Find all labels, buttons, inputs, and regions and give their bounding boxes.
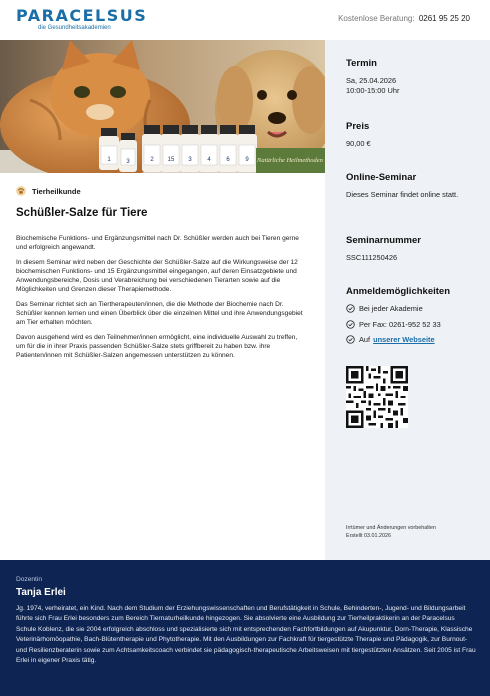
description-text bbox=[16, 234, 306, 361]
instructor-label: Dozentin bbox=[16, 576, 43, 583]
online-text: Dieses Seminar findet online statt. bbox=[346, 190, 459, 199]
registration-option-text: Per Fax: 0261-952 52 33 bbox=[359, 319, 441, 329]
termin-block bbox=[346, 58, 481, 95]
check-circle-icon bbox=[346, 320, 355, 329]
contact-label: Kostenlose Beratung: bbox=[338, 14, 415, 23]
registration-option bbox=[346, 335, 481, 345]
bottle-label: 3 bbox=[126, 159, 130, 165]
bottle-label: 6 bbox=[226, 157, 230, 163]
qr-code[interactable] bbox=[346, 366, 408, 428]
registration-option-text: Auf bbox=[359, 335, 371, 344]
termin-heading: Termin bbox=[346, 58, 377, 69]
paragraph: Das Seminar richtet sich an Tiertherapeuten/innen, die die Methode der Biochemie nach Dr. Schüßler kennen lernen und einen Überblick über die einzelnen Mittel und ihre Anwendungsgebiet am Tier erhalten möchten. bbox=[16, 300, 303, 327]
bottle-label: 1 bbox=[107, 157, 111, 163]
check-circle-icon bbox=[346, 304, 355, 313]
bottle-label: 15 bbox=[167, 157, 175, 163]
instructor-bio: Jg. 1974, verheiratet, ein Kind. Nach dem Studium der Erziehungswissenschaften und Berufstätigkeit in Schule, Behinderten-, Jugend- und Bildungsarbeit führte sich Frau Erlei besonders zum Bereich Tiernaturheilkunde hingezogen. Sie absolvierte eine Ausbildung zur Tierheilpraktikerin an der Paracelsus Schule Koblenz, die sie 2004 erfolgreich abschloss und spezialisierte sich mit entsprechenden Fachfortbildungen auf Akupunktur, Dorn-Therapie, Klassische Veterinärhomöopathie, Bach-Blütentherapie und Phytotherapie. Mit den Ausbildungen zur Fachkraft für tiergestützte Therapie und Pädagogik, zur Burnout- und Resilienzberaterin sowie zum Achtsamkeitscoach verbindet sie pädagogisch-therapeutische Arbeitsweisen mit tiergestützten Ansätzen. Seit 2005 ist Frau Erlei in eigener Praxis tätig. bbox=[16, 605, 476, 665]
contact-info bbox=[338, 14, 470, 24]
paragraph: Biochemische Funktions- und Ergänzungsmittel nach Dr. Schüßler werden auch bei Tieren gerne und erfolgreich angewandt. bbox=[16, 235, 299, 252]
disclaimer bbox=[346, 525, 436, 540]
termin-time: 10:00-15:00 Uhr bbox=[346, 85, 400, 95]
seminar-number: SSC111250426 bbox=[346, 253, 398, 262]
registration-options bbox=[346, 304, 481, 345]
seminar-description bbox=[16, 186, 306, 366]
page-header bbox=[0, 0, 490, 40]
registration-option bbox=[346, 304, 481, 314]
bottle-label: 4 bbox=[207, 157, 211, 163]
hero-image bbox=[0, 40, 325, 173]
paragraph: Davon ausgehend wird es den Teilnehmer/innen ermöglicht, eine individuelle Auswahl zu treffen, um für die in ihrer Praxis passenden Schüßler-Salze stets griffbereit zu haben bzw. ihre Patienten/innen mit Schüßler-Salzen angemessen unterstützen zu können. bbox=[16, 333, 298, 360]
check-circle-icon bbox=[346, 335, 355, 344]
online-heading: Online-Seminar bbox=[346, 172, 417, 183]
contact-phone[interactable]: 0261 95 25 20 bbox=[418, 14, 470, 23]
pet-paw-icon bbox=[16, 186, 26, 196]
preis-value: 90,00 € bbox=[346, 139, 371, 148]
instructor-name: Tanja Erlei bbox=[16, 587, 66, 598]
logo-wordmark: PARACELSUS bbox=[16, 6, 148, 25]
category-label: Tierheilkunde bbox=[32, 186, 81, 196]
registration-heading: Anmeldemöglichkeiten bbox=[346, 286, 450, 297]
bottle-label: 3 bbox=[188, 157, 192, 163]
category-row bbox=[16, 186, 306, 196]
created-date: Erstellt 03.01.2026 bbox=[346, 532, 391, 539]
logo-tagline: die Gesundheitsakademien bbox=[38, 25, 111, 31]
seminar-number-heading: Seminarnummer bbox=[346, 235, 421, 246]
details-sidebar bbox=[325, 40, 490, 560]
termin-date: Sa, 25.04.2026 bbox=[346, 76, 397, 85]
preis-block bbox=[346, 121, 481, 149]
seminar-number-block bbox=[346, 235, 481, 263]
disclaimer-line: Irrtümer und Änderungen vorbehalten bbox=[346, 525, 436, 531]
termin-value bbox=[346, 76, 481, 95]
registration-block bbox=[346, 286, 481, 351]
instructor-section bbox=[0, 560, 490, 696]
cat-and-dog-with-remedy-bottles-photo bbox=[0, 40, 325, 173]
paracelsus-logo[interactable] bbox=[16, 8, 147, 32]
paragraph: In diesem Seminar wird neben der Geschichte der Schüßler-Salze auf die Wirkungsweise der 12 biochemischen Funktions- und 15 Ergänzungsmittel eingegangen, auf deren Einsatzgebiete und Anwendungsbereiche, Dosis und Verabreichung bei verschiedenen Tierarten sowie auf die Möglichkeiten und Grenzen dieser Therapiemethode. bbox=[16, 258, 298, 294]
bottle-label: 9 bbox=[245, 157, 249, 163]
website-link[interactable]: unserer Webseite bbox=[373, 335, 435, 344]
registration-option bbox=[346, 320, 481, 330]
page-title: Schüßler-Salze für Tiere bbox=[16, 207, 148, 219]
registration-option-text: Bei jeder Akademie bbox=[359, 304, 423, 313]
online-block bbox=[346, 172, 481, 200]
preis-heading: Preis bbox=[346, 121, 370, 132]
bottle-label: 2 bbox=[150, 157, 154, 163]
book-title-text: Natürliche Heilmethoden bbox=[257, 157, 323, 164]
